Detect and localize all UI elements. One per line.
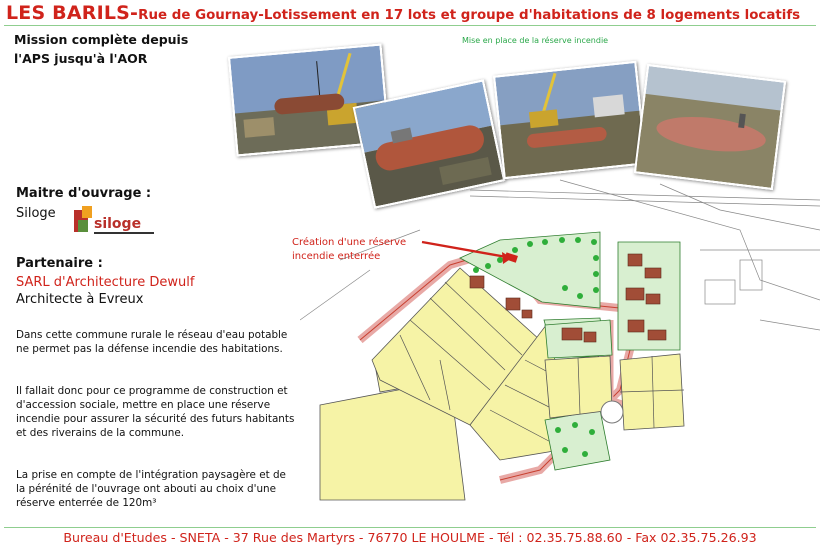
maitre-name: Siloge — [16, 206, 56, 221]
paragraph-3: La prise en compte de l'intégration paysagère et de la pérénité de l'ouvrage ont abouti au choix d'une réserve enterrée de 120m³ — [16, 469, 286, 509]
site-plan — [300, 170, 820, 520]
title-subtitle: Rue de Gournay-Lotissement en 17 lots et groupe d'habitations de 8 logements locatifs — [138, 8, 801, 23]
green-space-south — [545, 410, 610, 470]
paragraph-1: Dans cette commune rurale le réseau d'eau potable ne permet pas la défense incendie des habitations. — [16, 329, 288, 355]
partenaire-name: SARL d'Architecture Dewulf — [16, 275, 195, 290]
title-main: LES BARILS- — [6, 2, 139, 24]
mission-line-2: l'APS jusqu'à l'AOR — [14, 51, 148, 66]
mission-text — [14, 30, 188, 68]
annotation-line-2: incendie enterrée — [292, 251, 381, 262]
siloge-logo — [72, 206, 156, 238]
header-rule — [4, 25, 816, 26]
photo-tank-in-pit — [493, 61, 647, 179]
photos-caption: Mise en place de la réserve incendie — [462, 36, 609, 45]
page-title — [6, 2, 818, 24]
logo-text: siloge — [94, 216, 142, 232]
partenaire-heading: Partenaire : — [16, 256, 103, 271]
plan-annotation — [292, 236, 406, 264]
footer-rule — [4, 527, 816, 528]
mission-line-1: Mission complète depuis — [14, 32, 189, 47]
footer-contact: Bureau d'Etudes - SNETA - 37 Rue des Martyrs - 76770 LE HOULME - Tél : 02.35.75.88.60 - Fax 02.35.75.26.93 — [63, 530, 757, 545]
partenaire-role: Architecte à Evreux — [16, 292, 144, 307]
maitre-heading: Maitre d'ouvrage : — [16, 186, 152, 201]
annotation-line-1: Création d'une réserve — [292, 237, 407, 248]
paragraph-2: Il fallait donc pour ce programme de construction et d'accession sociale, mettre en place une réserve incendie pour assurer la sécurité des futurs habitants et des riverains de la commune. — [16, 385, 295, 439]
